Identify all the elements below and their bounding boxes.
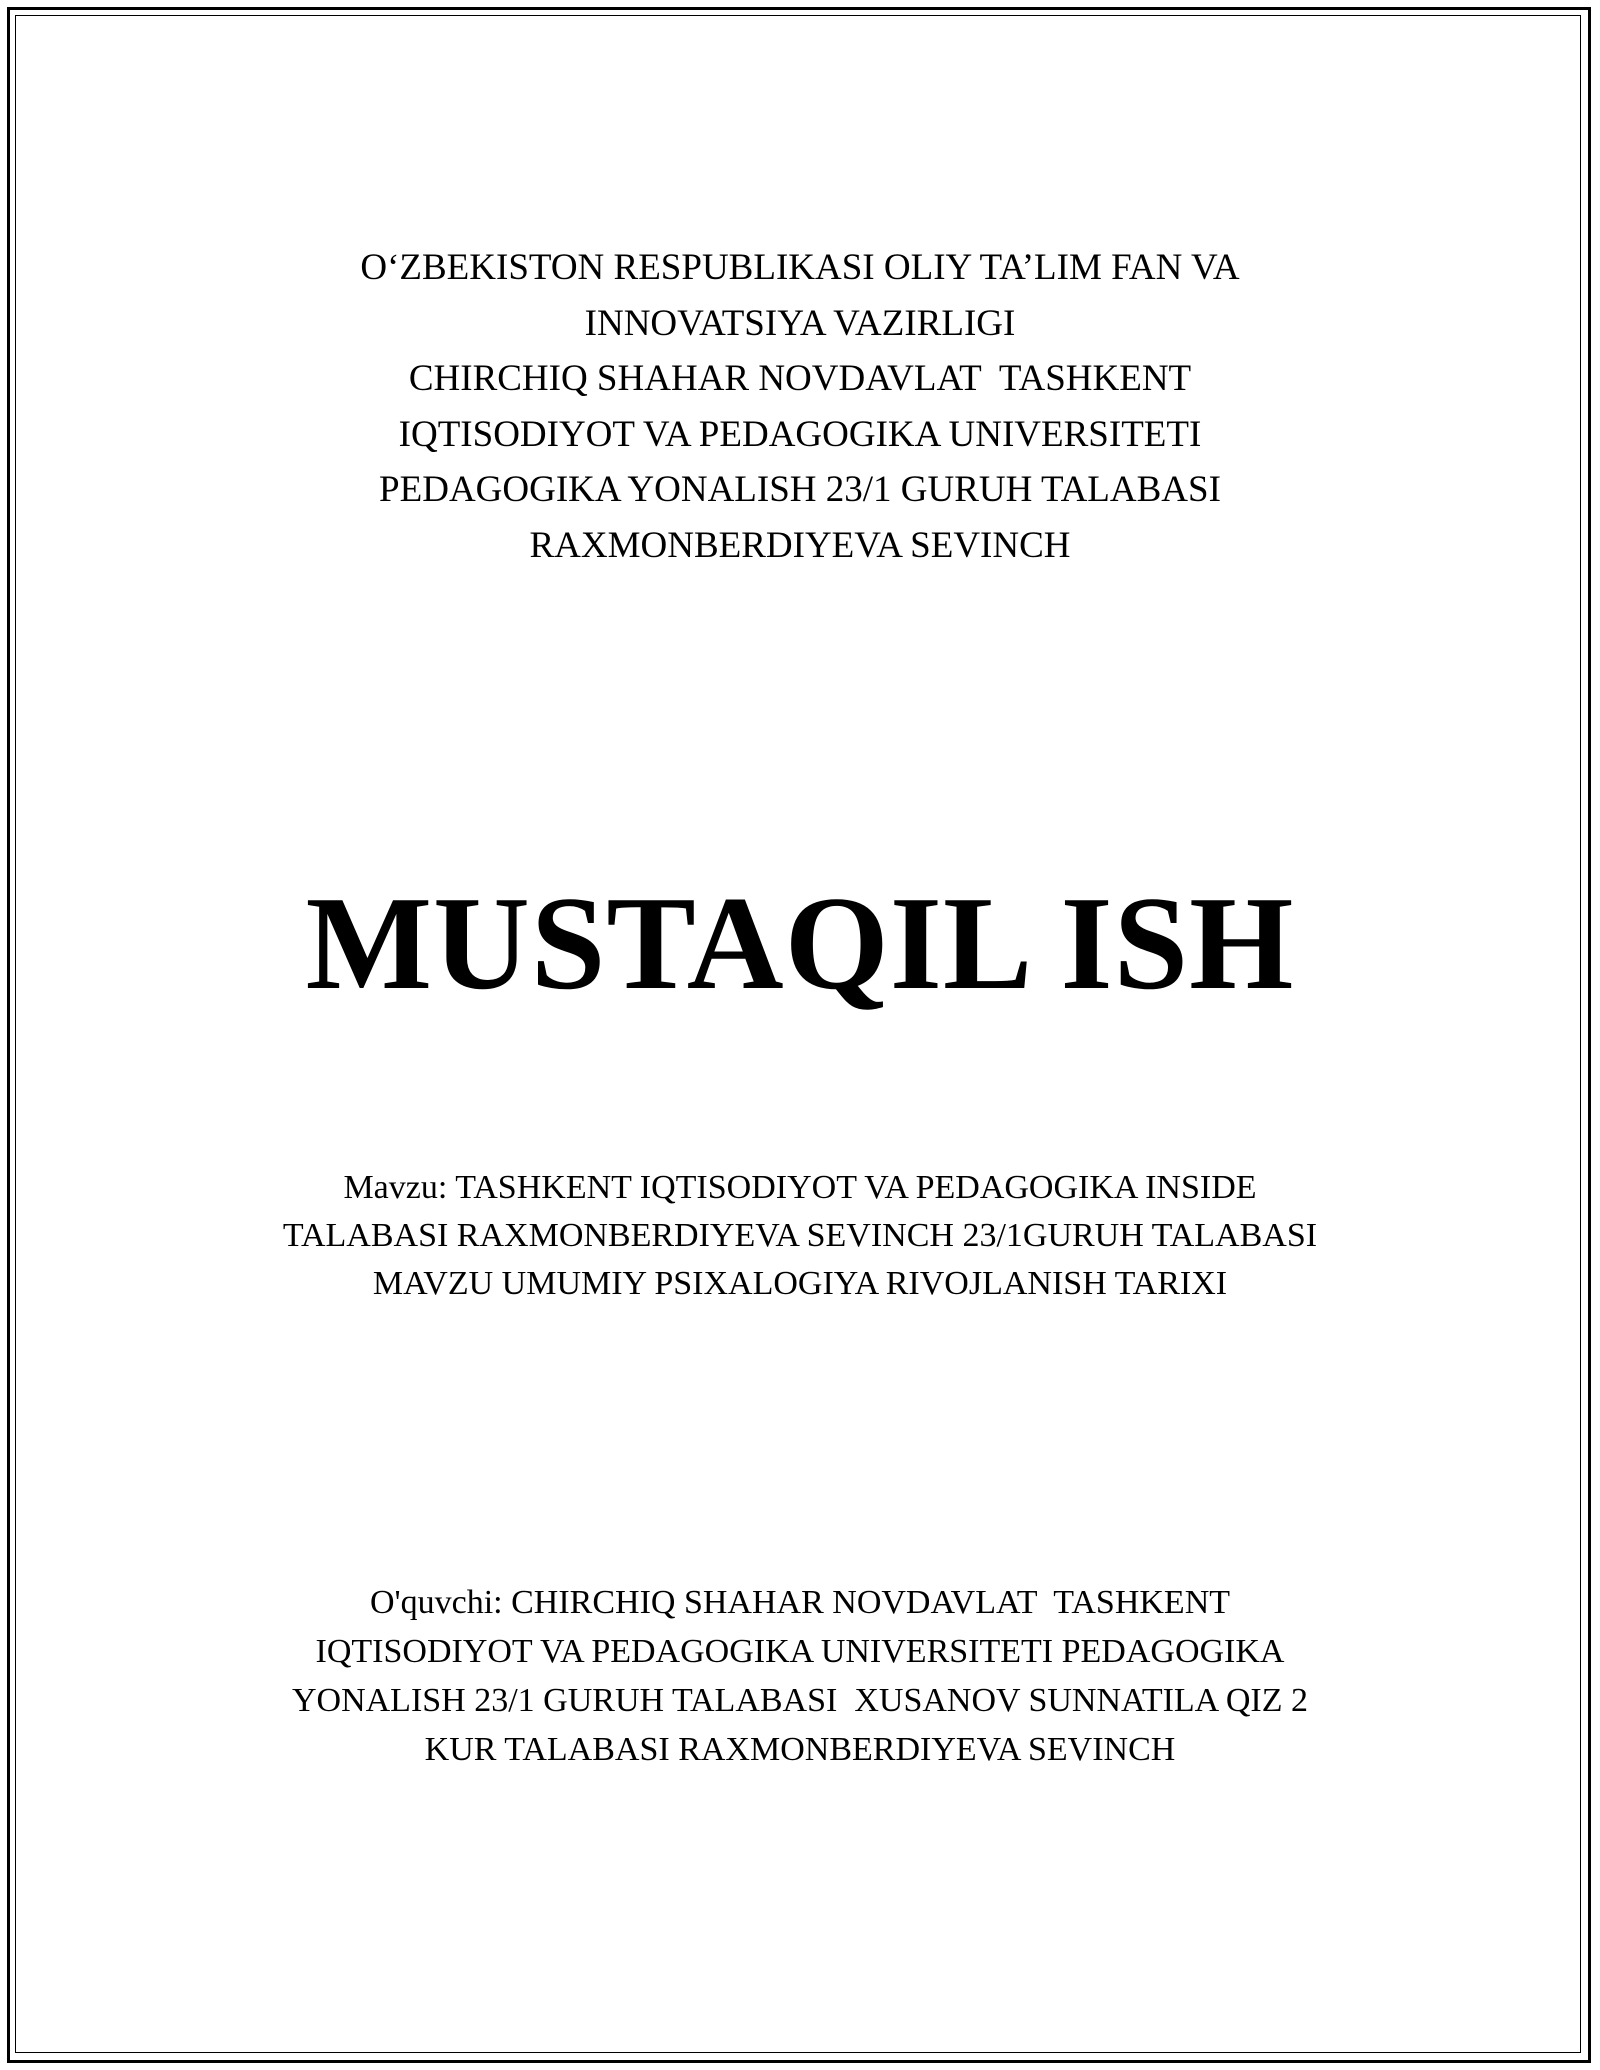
header-line: O‘ZBEKISTON RESPUBLIKASI OLIY TA’LIM FAN VA <box>360 247 1240 288</box>
header-line: RAXMONBERDIYEVA SEVINCH <box>529 524 1071 566</box>
student-line: KUR TALABASI RAXMONBERDIYEVA SEVINCH <box>424 1731 1176 1768</box>
student-line: IQTISODIYOT VA PEDAGOGIKA UNIVERSITETI PEDAGOGIKA <box>315 1633 1285 1670</box>
student-line: YONALISH 23/1 GURUH TALABASI XUSANOV SUNNATILA QIZ 2 <box>291 1682 1309 1719</box>
document-title: MUSTAQIL ISH <box>305 869 1295 1017</box>
header-line: PEDAGOGIKA YONALISH 23/1 GURUH TALABASI <box>379 469 1221 510</box>
topic-line: MAVZU UMUMIY PSIXALOGIYA RIVOJLANISH TARIXI <box>372 1265 1228 1302</box>
topic-line: Mavzu: TASHKENT IQTISODIYOT VA PEDAGOGIKA INSIDE <box>343 1169 1257 1206</box>
topic-line: TALABASI RAXMONBERDIYEVA SEVINCH 23/1GURUH TALABASI <box>282 1217 1318 1254</box>
institution-header <box>0 240 1600 573</box>
student-section <box>0 1578 1600 1774</box>
header-line: CHIRCHIQ SHAHAR NOVDAVLAT TASHKENT <box>408 358 1192 399</box>
header-line: IQTISODIYOT VA PEDAGOGIKA UNIVERSITETI <box>398 413 1202 455</box>
header-line: INNOVATSIYA VAZIRLIGI <box>584 302 1016 344</box>
student-line: O'quvchi: CHIRCHIQ SHAHAR NOVDAVLAT TASHKENT <box>369 1584 1231 1621</box>
topic-section <box>0 1164 1600 1308</box>
